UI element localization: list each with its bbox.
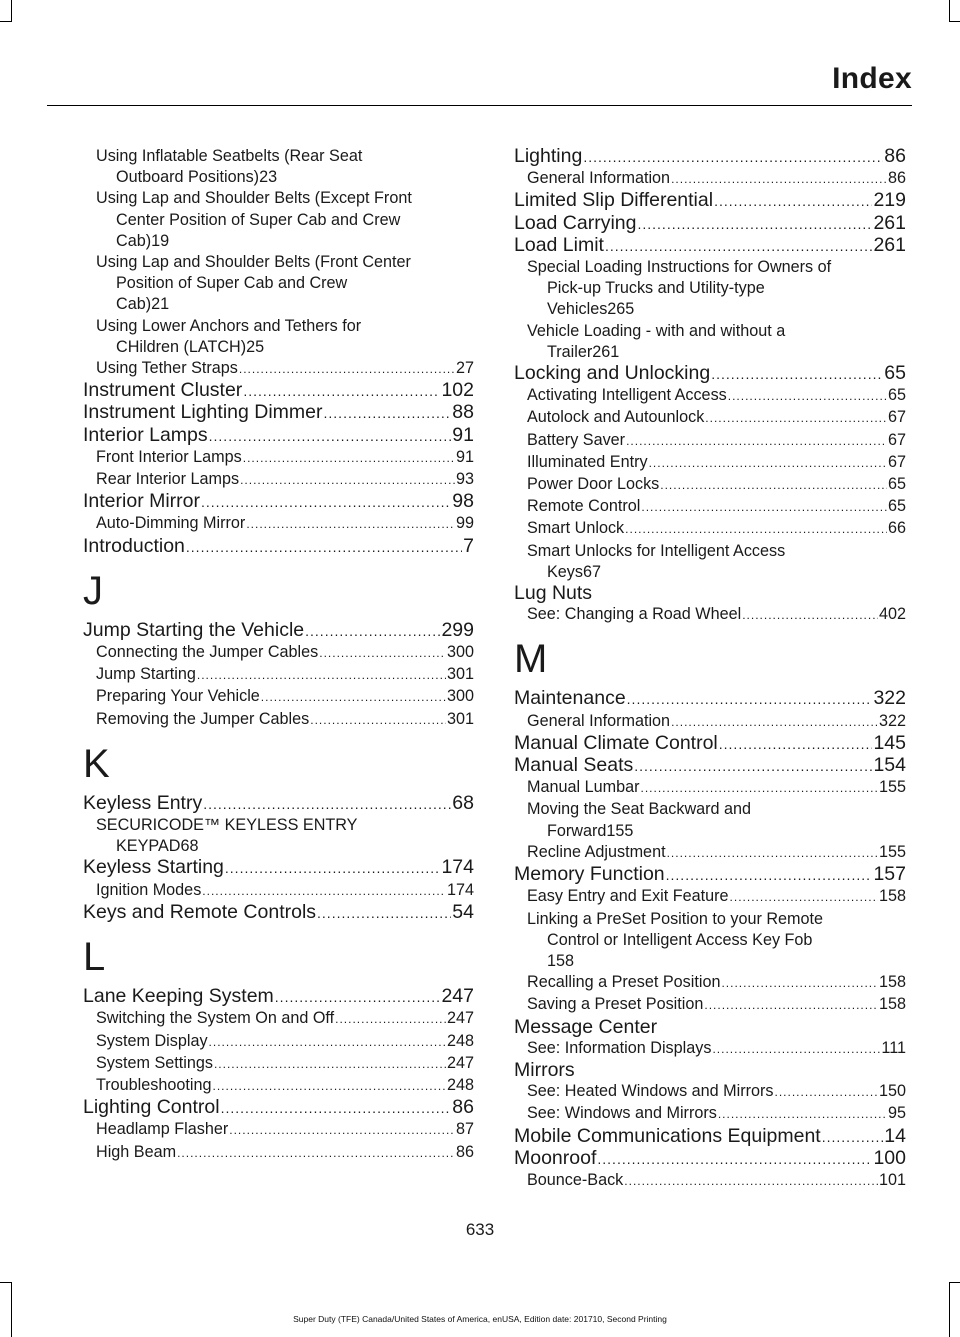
index-subentry[interactable]: Troubleshooting ..... 248 [83,1075,474,1097]
crop-mark [0,21,12,22]
index-subentry[interactable]: See: Heated Windows and Mirrors ..... 150 [514,1081,906,1103]
index-entry-lighting-control[interactable]: Lighting Control ..... 86 [83,1097,474,1119]
index-subentry[interactable]: Using Lap and Shoulder Belts (Front Center Position of Super Cab and Crew Cab) 21 [96,253,411,314]
crop-mark [11,0,12,22]
index-entry-locking[interactable]: Locking and Unlocking ..... 65 [514,363,906,385]
index-entry-interior-lamps[interactable]: Interior Lamps ..... 91 [83,425,474,447]
crop-mark [949,0,950,22]
index-subentry[interactable]: Special Loading Instructions for Owners of Pick-up Trucks and Utility-type Vehicles 265 [527,258,832,319]
crop-mark [0,1282,12,1283]
crop-mark [949,1282,960,1283]
index-entry-lane-keeping[interactable]: Lane Keeping System ..... 247 [83,986,474,1008]
index-entry-manual-seats[interactable]: Manual Seats ..... 154 [514,755,906,777]
index-subentry[interactable]: See: Windows and Mirrors ..... 95 [514,1103,906,1125]
index-subentry[interactable]: Autolock and Autounlock ..... 67 [514,407,906,429]
index-subentry[interactable]: Remote Control ..... 65 [514,496,906,518]
index-entry-keyless-starting[interactable]: Keyless Starting ..... 174 [83,857,474,879]
index-subentry[interactable]: Switching the System On and Off ..... 247 [83,1008,474,1030]
index-entry-message-center[interactable]: Message Center [514,1015,658,1038]
index-subentry[interactable]: System Display ..... 248 [83,1031,474,1053]
index-subentry[interactable]: Using Lower Anchors and Tethers for CHildren (LATCH) 25 [96,316,362,356]
index-subentry[interactable]: Using Tether Straps ..... 27 [83,358,474,380]
index-subentry[interactable]: See: Information Displays ..... 111 [514,1038,906,1060]
index-subentry[interactable]: General Information ..... 322 [514,711,906,733]
index-column-left [83,146,474,1164]
index-entry-load-carrying[interactable]: Load Carrying ..... 261 [514,213,906,235]
section-letter-k: K [83,741,110,786]
index-subentry[interactable]: Smart Unlocks for Intelligent Access Keys 67 [527,541,786,581]
index-column-right [514,146,906,1192]
index-subentry[interactable]: Front Interior Lamps ..... 91 [83,447,474,469]
index-subentry[interactable]: Bounce-Back ..... 101 [514,1170,906,1192]
index-subentry[interactable]: Connecting the Jumper Cables ..... 300 [83,642,474,664]
title-rule [47,105,912,106]
index-subentry[interactable]: Using Lap and Shoulder Belts (Except Front Center Position of Super Cab and Crew Cab) 19 [96,189,412,250]
index-entry-jump-starting[interactable]: Jump Starting the Vehicle ..... 299 [83,620,474,642]
index-subentry[interactable]: Linking a PreSet Position to your Remote Control or Intelligent Access Key Fob 158 [527,909,824,970]
index-subentry[interactable]: Manual Lumbar ..... 155 [514,777,906,799]
index-entry-keys-remote[interactable]: Keys and Remote Controls ..... 54 [83,902,474,924]
index-entry-keyless-entry[interactable]: Keyless Entry ..... 68 [83,793,474,815]
index-entry-instrument-cluster[interactable]: Instrument Cluster ..... 102 [83,380,474,402]
index-entry-load-limit[interactable]: Load Limit ..... 261 [514,235,906,257]
index-subentry[interactable]: Auto-Dimming Mirror ..... 99 [83,513,474,535]
crop-mark [949,1282,950,1337]
footer-text: Super Duty (TFE) Canada/United States of America, enUSA, Edition date: 201710, Second Printing [293,1314,667,1324]
index-subentry[interactable]: Headlamp Flasher ..... 87 [83,1119,474,1141]
index-entry-mirrors[interactable]: Mirrors [514,1058,575,1081]
index-subentry[interactable]: Saving a Preset Position ..... 158 [514,994,906,1016]
index-subentry[interactable]: Rear Interior Lamps ..... 93 [83,469,474,491]
index-entry-manual-climate[interactable]: Manual Climate Control ..... 145 [514,733,906,755]
index-entry-interior-mirror[interactable]: Interior Mirror ..... 98 [83,491,474,513]
index-subentry[interactable]: See: Changing a Road Wheel ..... 402 [514,604,906,626]
index-subentry[interactable]: Battery Saver ..... 67 [514,430,906,452]
index-subentry[interactable]: Power Door Locks ..... 65 [514,474,906,496]
index-subentry[interactable]: Ignition Modes ..... 174 [83,880,474,902]
section-letter-l: L [83,935,106,980]
index-subentry[interactable]: Recalling a Preset Position ..... 158 [514,972,906,994]
index-subentry[interactable]: Using Inflatable Seatbelts (Rear Seat Outboard Positions) 23 [96,147,363,187]
index-entry-memory-function[interactable]: Memory Function ..... 157 [514,864,906,886]
index-subentry[interactable]: Easy Entry and Exit Feature ..... 158 [514,886,906,908]
index-subentry[interactable]: Smart Unlock ..... 66 [514,518,906,540]
index-subentry[interactable]: Removing the Jumper Cables ..... 301 [83,709,474,731]
index-subentry[interactable]: Activating Intelligent Access ..... 65 [514,385,906,407]
index-subentry[interactable]: Illuminated Entry ..... 67 [514,452,906,474]
index-entry-introduction[interactable]: Introduction ..... 7 [83,536,474,558]
index-entry-lighting[interactable]: Lighting ..... 86 [514,146,906,168]
index-subentry[interactable]: Vehicle Loading - with and without a Trailer 261 [527,321,786,361]
index-subentry[interactable]: System Settings ..... 247 [83,1053,474,1075]
index-entry-limited-slip[interactable]: Limited Slip Differential ..... 219 [514,190,906,212]
page-number: 633 [465,1220,495,1239]
index-entry-maintenance[interactable]: Maintenance ..... 322 [514,688,906,710]
crop-mark [949,21,960,22]
index-subentry[interactable]: Preparing Your Vehicle ..... 300 [83,686,474,708]
index-subentry[interactable]: General Information ..... 86 [514,168,906,190]
index-subentry[interactable]: Jump Starting ..... 301 [83,664,474,686]
index-entry-instrument-dimmer[interactable]: Instrument Lighting Dimmer ..... 88 [83,402,474,424]
section-letter-m: M [514,637,548,682]
index-subentry[interactable]: Recline Adjustment ..... 155 [514,842,906,864]
index-subentry[interactable]: High Beam ..... 86 [83,1142,474,1164]
index-entry-lug-nuts[interactable]: Lug Nuts [514,582,593,605]
index-entry-moonroof[interactable]: Moonroof ..... 100 [514,1148,906,1170]
index-subentry[interactable]: SECURICODE™ KEYLESS ENTRY KEYPAD 68 [96,816,358,856]
index-entry-mobile-communications[interactable]: Mobile Communications Equipment ..... 14 [514,1126,906,1148]
page-title: Index [832,62,912,95]
crop-mark [11,1282,12,1337]
section-letter-j: J [83,568,103,613]
index-subentry[interactable]: Moving the Seat Backward and Forward 155 [527,800,752,840]
